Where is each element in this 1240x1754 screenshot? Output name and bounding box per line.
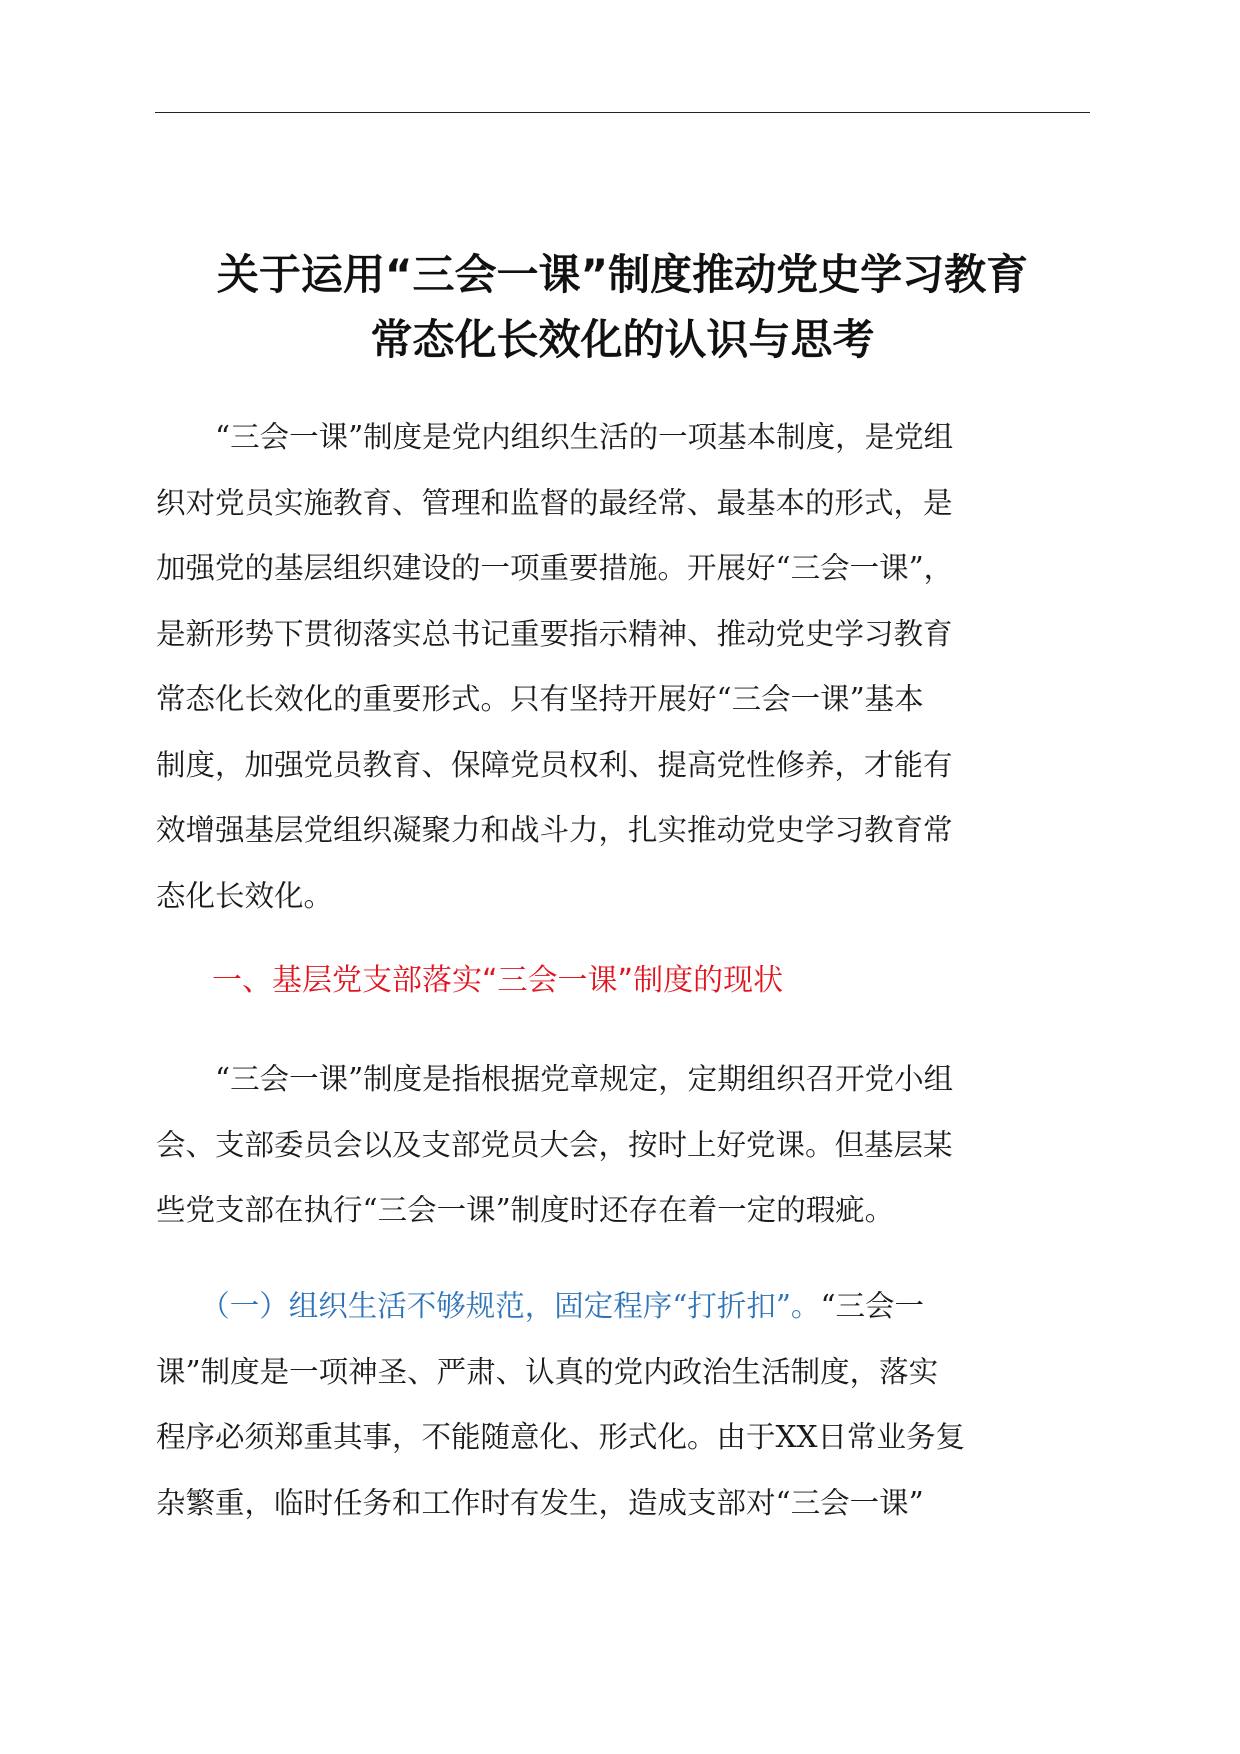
paragraph-first-line (156, 1274, 1090, 1340)
paragraph-line: 制度，加强党员教育、保障党员权利、提高党性修养，才能有 (156, 747, 953, 782)
paragraph-line: “三会一课”制度是党内组织生活的一项基本制度，是党组 (156, 420, 954, 454)
subsection-heading: （一）组织生活不够规范，固定程序“打折扣”。 (215, 1289, 821, 1323)
header-rule (155, 112, 1090, 113)
paragraph-line: 课”制度是一项神圣、严肃、认真的党内政治生活制度，落实 (156, 1354, 939, 1389)
paragraph-line: 杂繁重，临时任务和工作时有发生，造成支部对“三会一课” (156, 1485, 924, 1520)
section-heading: 一、基层党支部落实“三会一课”制度的现状 (212, 963, 784, 998)
paragraph-subsection (156, 1274, 1090, 1536)
paragraph-line: “三会一课”制度是指根据党章规定，定期组织召开党小组 (156, 1062, 954, 1096)
paragraph-line: 程序必须郑重其事，不能随意化、形式化。由于XX日常业务复 (156, 1420, 966, 1454)
paragraph-line: 是新形势下贯彻落实总书记重要指示精神、推动党史学习教育 (156, 616, 953, 651)
document-title (150, 242, 1095, 372)
paragraph-line: 加强党的基层组织建设的一项重要措施。开展好“三会一课”， (156, 551, 954, 585)
paragraph-status (156, 1047, 1090, 1244)
paragraph-line: 织对党员实施教育、管理和监督的最经常、最基本的形式，是 (156, 485, 953, 520)
paragraph-line: 态化长效化。 (156, 878, 334, 913)
paragraph-intro (156, 405, 1090, 929)
paragraph-line: 常态化长效化的重要形式。只有坚持开展好“三会一课”基本 (156, 682, 924, 716)
title-line-2: 常态化长效化的认识与思考 (370, 315, 875, 364)
title-line-1: 关于运用“三会一课”制度推动党史学习教育 (216, 250, 1029, 299)
paragraph-line: 些党支部在执行“三会一课”制度时还存在着一定的瑕疵。 (156, 1193, 895, 1227)
paragraph-continuation: “三会一 (820, 1289, 925, 1323)
paragraph-line: 效增强基层党组织凝聚力和战斗力，扎实推动党史学习教育常 (156, 813, 953, 847)
paragraph-line: 会、支部委员会以及支部党员大会，按时上好党课。但基层某 (156, 1127, 953, 1162)
